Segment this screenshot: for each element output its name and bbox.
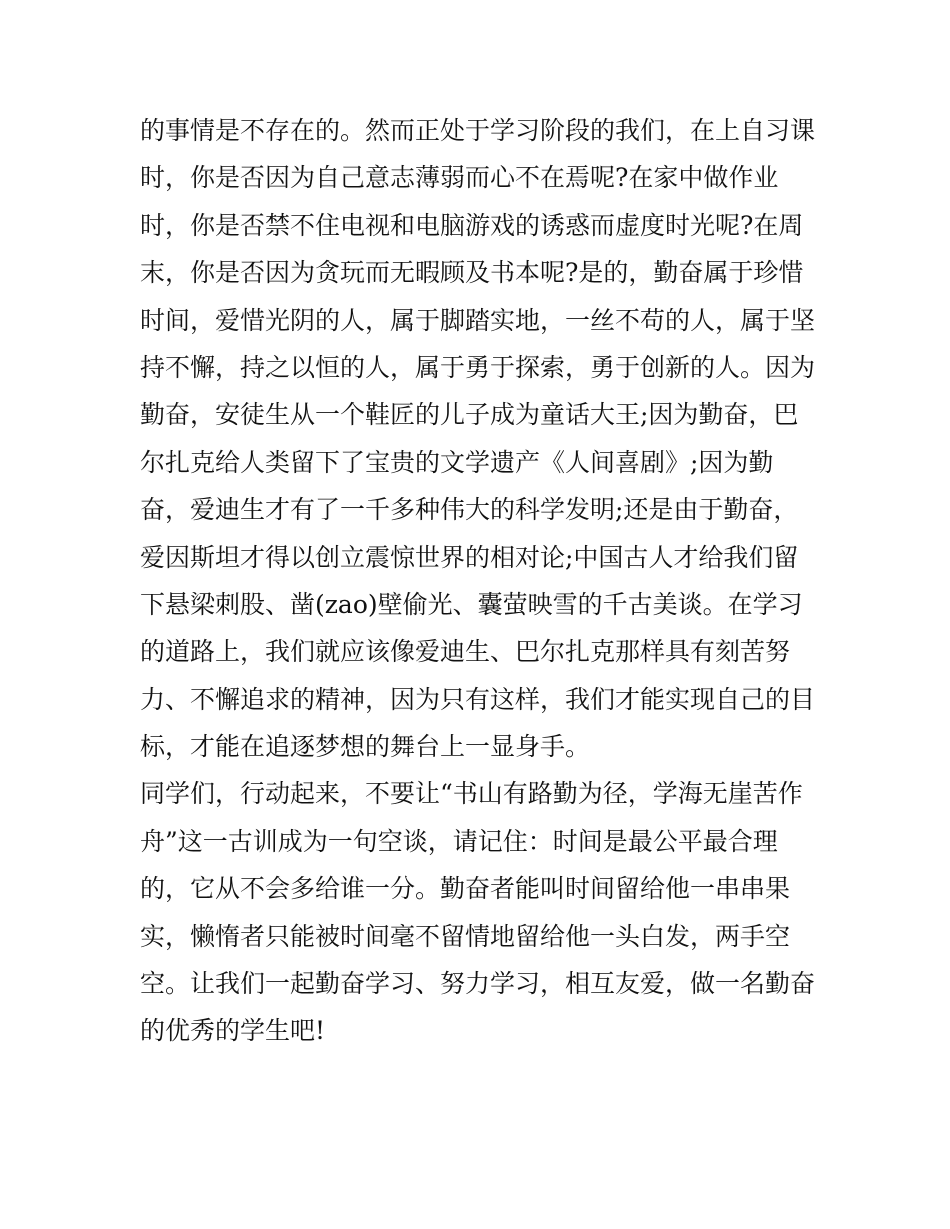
text-line: 时，你是否禁不住电视和电脑游戏的诱惑而虚度时光呢?在周 — [140, 210, 804, 240]
text-line: 舟”这一古训成为一句空谈，请记住：时间是最公平最合理 — [140, 826, 778, 856]
text-line: 勤奋，安徒生从一个鞋匠的儿子成为童话大王;因为勤奋，巴 — [140, 400, 799, 430]
text-line: 同学们，行动起来，不要让“书山有路勤为径，学海无崖苦作 — [140, 779, 803, 809]
text-line: 的，它从不会多给谁一分。勤奋者能叫时间留给他一串串果 — [140, 874, 791, 904]
text-line: 力、不懈追求的精神，因为只有这样，我们才能实现自己的目 — [140, 684, 816, 714]
text-line: 末，你是否因为贪玩而无暇顾及书本呢?是的，勤奋属于珍惜 — [140, 258, 804, 288]
text-line: 空。让我们一起勤奋学习、努力学习，相互友爱，做一名勤奋 — [140, 969, 816, 999]
text-line: 标，才能在追逐梦想的舞台上一显身手。 — [140, 732, 591, 762]
text-line: 爱因斯坦才得以创立震惊世界的相对论;中国古人才给我们留 — [140, 542, 799, 572]
text-line: 奋，爱迪生才有了一千多种伟大的科学发明;还是由于勤奋， — [140, 495, 799, 525]
text-line: 时，你是否因为自己意志薄弱而心不在焉呢?在家中做作业 — [140, 163, 779, 193]
text-line: 下悬梁刺股、凿(zao)壁偷光、囊萤映雪的千古美谈。在学习 — [140, 589, 803, 619]
text-line: 的道路上，我们就应该像爱迪生、巴尔扎克那样具有刻苦努 — [140, 637, 791, 667]
text-line: 实，懒惰者只能被时间毫不留情地留给他一头白发，两手空 — [140, 921, 791, 951]
text-line: 尔扎克给人类留下了宝贵的文学遗产《人间喜剧》;因为勤 — [140, 447, 774, 477]
text-line: 的事情是不存在的。然而正处于学习阶段的我们，在上自习课 — [140, 116, 816, 145]
text-line: 的优秀的学生吧! — [140, 1016, 326, 1046]
body-text — [140, 107, 830, 1055]
text-line: 时间，爱惜光阴的人，属于脚踏实地，一丝不苟的人，属于坚 — [140, 305, 816, 335]
text-line: 持不懈，持之以恒的人，属于勇于探索，勇于创新的人。因为 — [140, 352, 816, 382]
